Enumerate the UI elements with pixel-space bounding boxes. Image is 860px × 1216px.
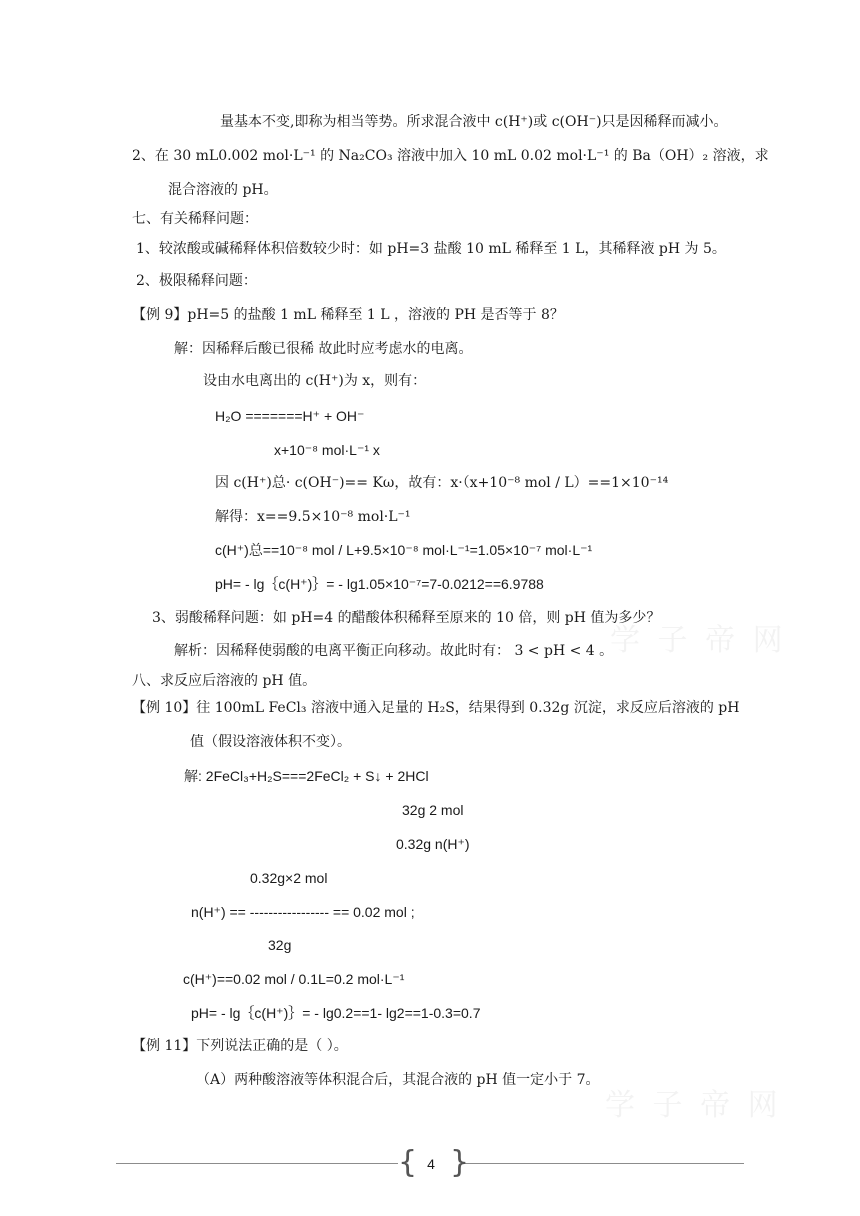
text-line: 值（假设溶液体积不变）。 xyxy=(190,734,351,750)
equation-line: 解: 2FeCl₃+H₂S===2FeCl₂ + S↓ + 2HCl xyxy=(184,768,429,784)
text-line: 解：因稀释后酸已很稀 故此时应考虑水的电离。 xyxy=(174,341,473,357)
text-line: （A）两种酸溶液等体积混合后，其混合液的 pH 值一定小于 7。 xyxy=(196,1072,600,1088)
equation-line: pH= - lg｛c(H⁺)｝= - lg0.2==1- lg2==1-0.3=0.7 xyxy=(191,1005,481,1021)
example-heading: 【例 10】往 100mL FeCl₃ 溶液中通入足量的 H₂S，结果得到 0.32g 沉淀，求反应后溶液的 pH xyxy=(132,700,740,716)
equation-line: c(H⁺)总==10⁻⁸ mol / L+9.5×10⁻⁸ mol·L⁻¹=1.05×10⁻⁷ mol·L⁻¹ xyxy=(215,542,593,558)
equation-line: 因 c(H⁺)总· c(OH⁻)== Kω，故有：x·（x+10⁻⁸ mol / L）==1×10⁻¹⁴ xyxy=(215,475,669,491)
section-heading: 八、求反应后溶液的 pH 值。 xyxy=(132,673,317,689)
example-heading: 【例 11】下列说法正确的是（ ）。 xyxy=(132,1038,348,1054)
watermark: 学 子 帝 网 xyxy=(610,623,787,658)
text-line: 1、较浓酸或碱稀释体积倍数较少时：如 pH=3 盐酸 10 mL 稀释至 1 L，其稀释液 pH 为 5。 xyxy=(136,241,726,257)
text-line: 解析：因稀释使弱酸的电离平衡正向移动。故此时有： 3 < pH < 4 。 xyxy=(174,643,614,659)
equation-line: c(H⁺)==0.02 mol / 0.1L=0.2 mol·L⁻¹ xyxy=(183,971,405,987)
watermark: 学 子 帝 网 xyxy=(605,1088,782,1123)
equation-line: 32g xyxy=(268,937,292,953)
left-brace-icon: { xyxy=(398,1145,418,1180)
equation-line: H₂O =======H⁺ + OH⁻ xyxy=(215,408,365,424)
text-line: 2、极限稀释问题： xyxy=(136,273,257,289)
footer-rule-right xyxy=(462,1163,744,1164)
right-brace-icon: } xyxy=(450,1145,470,1180)
example-heading: 【例 9】pH=5 的盐酸 1 mL 稀释至 1 L ，溶液的 PH 是否等于 8？ xyxy=(132,307,564,323)
equation-line: 32g 2 mol xyxy=(402,802,464,818)
text-line: 量基本不变,即称为相当等势。所求混合液中 c(H⁺)或 c(OH⁻)只是因稀释而减小。 xyxy=(220,114,728,130)
text-line: 混合溶液的 pH。 xyxy=(168,182,278,198)
text-line: 设由水电离出的 c(H⁺)为 x，则有： xyxy=(203,373,427,389)
equation-line: 解得：x==9.5×10⁻⁸ mol·L⁻¹ xyxy=(215,509,411,525)
page-number: 4 xyxy=(427,1156,435,1172)
equation-line: pH= - lg｛c(H⁺)｝= - lg1.05×10⁻⁷=7-0.0212==6.9788 xyxy=(215,576,544,592)
equation-line: 0.32g n(H⁺) xyxy=(396,836,470,852)
equation-line: x+10⁻⁸ mol·L⁻¹ x xyxy=(274,442,380,458)
text-line: 3、弱酸稀释问题：如 pH=4 的醋酸体积稀释至原来的 10 倍，则 pH 值为多少？ xyxy=(152,610,661,626)
equation-line: 0.32g×2 mol xyxy=(250,870,328,886)
section-heading: 七、有关稀释问题： xyxy=(132,211,258,227)
text-line: 2、在 30 mL0.002 mol·L⁻¹ 的 Na₂CO₃ 溶液中加入 10 mL 0.02 mol·L⁻¹ 的 Ba（OH）₂ 溶液，求 xyxy=(132,148,769,164)
equation-line: n(H⁺) == ----------------- == 0.02 mol ; xyxy=(191,904,415,920)
footer-rule-left xyxy=(116,1163,398,1164)
